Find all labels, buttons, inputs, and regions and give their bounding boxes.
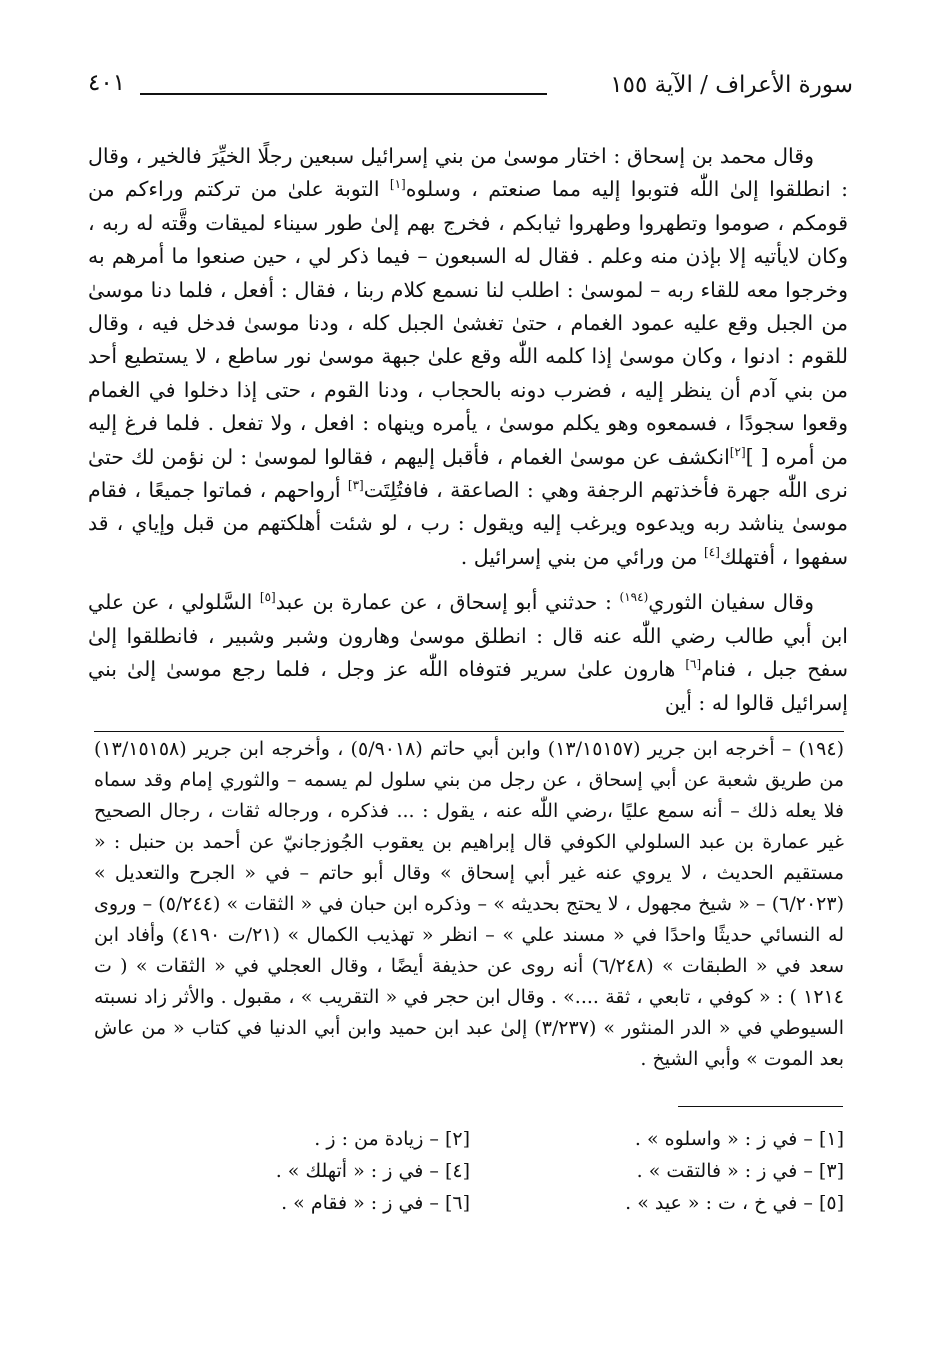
hadith-footnote-194: [94, 731, 844, 1075]
footnote-ref-3: [٣]: [347, 478, 364, 493]
variant-note-1: [١] – في ز : « واسلوه » .: [634, 1128, 844, 1150]
footnote-ref-4: [٤]: [704, 545, 720, 560]
footnote-ref-5: [٥]: [259, 590, 276, 605]
variant-note-4: [٤] – في ز : « أتهلك » .: [275, 1160, 470, 1182]
variant-row: [96, 1187, 844, 1219]
hadith-footnote-text: (١٩٤) – أخرجه ابن جرير (١٣/١٥١٥٧) وابن أبي حاتم (٥/٩٠١٨) ، وأخرجه ابن جرير (١٣/١٥١٥٨) من طريق شعبة عن أبي إسحاق ، عن رجل من بني سلول لم يسمه – والثوري إمام وقد سماه فلا يعله ذلك – أنه سمع عليًا ،رضي اللّٰه عنه ، يقول : ... فذكره ، ورجاله ثقات ، رجال الصحيح غير عمارة بن عبد السلولي الكوفي قال إبراهيم بن يعقوب الجُوزجانيّ عن أحمد بن حنبل : « مستقيم الحديث ، لا يروي عنه غير أبي إسحاق » وقال أبو حاتم – في « الجرح والتعديل » (٦/٢٠٢٣) – « شيخ مجهول ، لا يحتج بحديثه » – وذكره ابن حبان في « الثقات » (٥/٢٤٤) – وروى له النسائي حديثًا واحدًا في « مسند علي » – انظر « تهذيب الكمال » (٢١/ت ٤١٩٠) وأفاد ابن سعد في « الطبقات » (٦/٢٤٨) أنه روى عن حذيفة أيضًا ، وقال العجلي في « الثقات » ( ت ١٢١٤ ) : « كوفي ، تابعي ، ثقة ....» . وقال ابن حجر في « التقريب » ، مقبول . والأثر زاد نسبته السيوطي في « الدر المنثور » (٣/٢٣٧) إلىٰ عبد ابن حميد وابن أبي الدنيا في كتاب « من عاش بعد الموت » وأبي الشيخ .: [94, 738, 845, 1070]
variant-note-2: [٢] – زيادة من : ز .: [314, 1128, 470, 1150]
page-number: ٤٠١: [88, 70, 126, 96]
footnote-ref-6: [٦]: [685, 657, 702, 672]
surah-title: سورة الأعراف / الآية ١٥٥: [610, 72, 853, 98]
paragraph-ibn-ishaq: وقال محمد بن إسحاق : اختار موسىٰ من بني إسرائيل سبعين رجلًا الخيِّرَ فالخير ، وقال : انطلقوا إلىٰ اللّٰه فتوبوا إليه مما صنعتم ، وسلوه[١] التوبة علىٰ من تركتم وراءكم من قومكم ، صوموا وتطهروا وطهروا ثيابكم ، فخرج بهم إلىٰ طور سيناء لميقات وقَّته له ربه ، وكان لايأتيه إلا بإذن منه وعلم . فقال له السبعون – فيما ذكر لي ، حين صنعوا ما أمرهم به وخرجوا معه للقاء ربه – لموسىٰ : اطلب لنا نسمع كلام ربنا ، فقال : أفعل ، فلما دنا موسىٰ من الجبل وقع عليه عمود الغمام ، حتىٰ تغشىٰ الجبل كله ، ودنا موسىٰ فدخل فيه ، وقال للقوم : ادنوا ، وكان موسىٰ إذا كلمه اللّٰه وقع علىٰ جبهة موسىٰ نور ساطع ، لا يستطيع أحد من بني آدم أن ينظر إليه ، فضرب دونه بالحجاب ، ودنا القوم ، حتى إذا دخلوا في الغمام وقعوا سجودًا ، فسمعوه وهو يكلم موسىٰ ، يأمره وينهاه : افعل ، ولا تفعل . فلما فرغ إليه من أمره [ ][٢]انكشف عن موسىٰ الغمام ، فأقبل إليهم ، فقالوا لموسىٰ : لن نؤمن لك حتىٰ نرى اللّٰه جهرة فأخذتهم الرجفة وهي : الصاعقة ، فافتُلِتَت[٣] أرواحهم ، فماتوا جميعًا ، فقام موسىٰ يناشد ربه ويدعوه ويرغب إليه ويقول : رب ، لو شئت أهلكتهم من قبل وإياي ، قد سفهوا ، أفتهلك[٤] من ورائي من بني إسرائيل .: [88, 144, 848, 569]
variant-note-6: [٦] – في ز : « فقام » .: [281, 1192, 470, 1214]
header-rule: [140, 93, 547, 95]
variant-note-3: [٣] – في ز : « فالتقت » .: [636, 1160, 844, 1182]
hadith-ref-194: (١٩٤): [619, 590, 649, 605]
variant-row: [96, 1123, 844, 1155]
footnote-ref-1: [١]: [389, 177, 406, 192]
main-text: [88, 140, 848, 720]
footnote-ref-2: [٢]: [729, 444, 746, 459]
running-header: [88, 68, 853, 108]
variant-note-5: [٥] – في خ ، ت : « عيد » .: [625, 1192, 844, 1214]
variants-separator: [678, 1106, 843, 1107]
variant-row: [96, 1155, 844, 1187]
manuscript-variants: [96, 1123, 844, 1219]
paragraph-sufyan-thawri: وقال سفيان الثوري$^{(١٩٤)}$ : حدثني أبو إسحاق ، عن عمارة بن عبد[٥] السَّلولي ، عن علي ابن أبي طالب رضي اللّٰه عنه قال : انطلق موسىٰ وهارون وشبر وشبير ، فانطلقوا إلىٰ سفح جبل ، فنام[٦] هارون علىٰ سرير فتوفاه اللّٰه عز وجل ، فلما رجع موسىٰ إلىٰ بني إسرائيل قالوا له : أين: [88, 590, 849, 715]
